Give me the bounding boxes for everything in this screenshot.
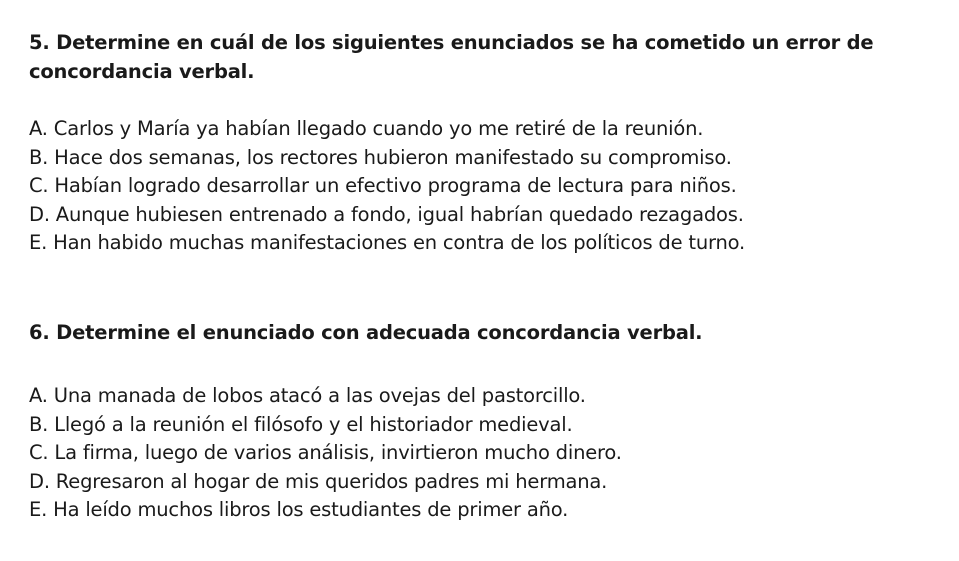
option-e: E. Han habido muchas manifestaciones en contra de los políticos de turno. [29, 231, 746, 255]
option-d: D. Aunque hubiesen entrenado a fondo, igual habrían quedado rezagados. [29, 202, 744, 226]
question-title: 5. Determine en cuál de los siguientes enunciados se ha cometido un error de concordancia verbal. [29, 31, 874, 83]
options-list [29, 115, 929, 258]
option-a: A. Carlos y María ya habían llegado cuando yo me retiré de la reunión. [29, 117, 704, 140]
option-d: D. Regresaron al hogar de mis queridos padres mi hermana. [29, 469, 608, 493]
question-title: 6. Determine el enunciado con adecuada concordancia verbal. [29, 321, 703, 344]
option-e: E. Ha leído muchos libros los estudiantes de primer año. [29, 498, 569, 522]
option-b: B. Llegó a la reunión el filósofo y el historiador medieval. [29, 412, 573, 436]
question-6 [29, 318, 929, 525]
option-a: A. Una manada de lobos atacó a las ovejas del pastorcillo. [29, 384, 586, 407]
option-c: C. Habían logrado desarrollar un efectivo programa de lectura para niños. [29, 174, 737, 198]
options-list [29, 382, 929, 525]
option-b: B. Hace dos semanas, los rectores hubieron manifestado su compromiso. [29, 145, 732, 169]
option-c: C. La firma, luego de varios análisis, invirtieron mucho dinero. [29, 441, 622, 465]
question-5 [29, 28, 929, 258]
